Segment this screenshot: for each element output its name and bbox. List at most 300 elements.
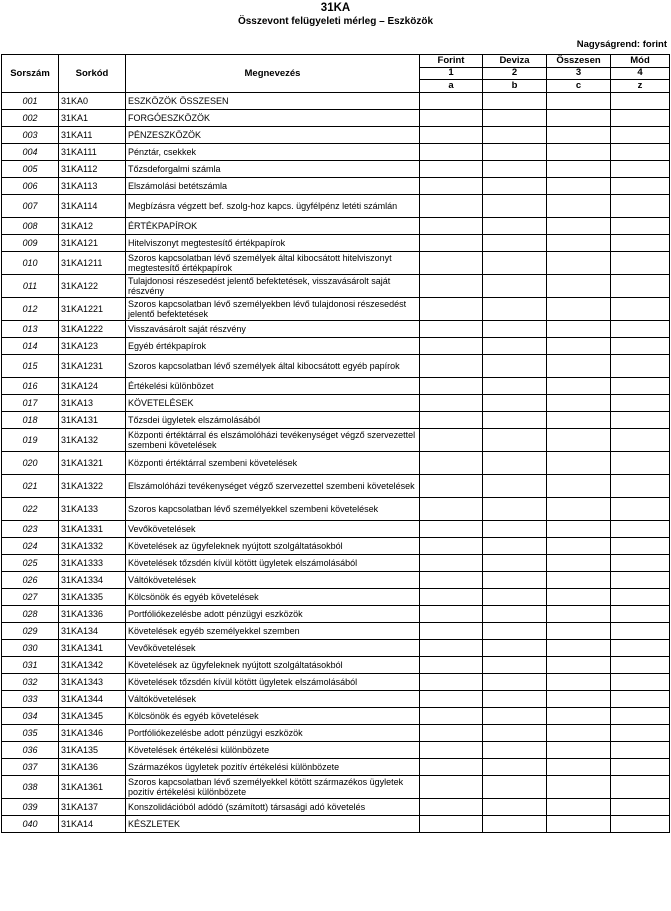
value-cell-osszesen[interactable] xyxy=(547,708,611,725)
table-row xyxy=(2,691,670,708)
value-cell-forint[interactable] xyxy=(420,657,483,674)
table-row xyxy=(2,674,670,691)
value-cell-deviza[interactable] xyxy=(483,708,547,725)
row-code: 31KA13 xyxy=(59,395,126,412)
row-name: Származékos ügyletek pozitív értékelési különbözete xyxy=(126,759,420,776)
value-cell-deviza[interactable] xyxy=(483,674,547,691)
table-row xyxy=(2,776,670,799)
header-osszesen: Összesen xyxy=(547,55,611,68)
table-row xyxy=(2,144,670,161)
row-code: 31KA122 xyxy=(59,275,126,298)
value-cell-deviza[interactable] xyxy=(483,572,547,589)
value-cell-forint[interactable] xyxy=(420,144,483,161)
row-name: Egyéb értékpapírok xyxy=(126,338,420,355)
value-cell-deviza[interactable] xyxy=(483,555,547,572)
value-cell-mod[interactable] xyxy=(611,657,670,674)
value-cell-deviza[interactable] xyxy=(483,429,547,452)
value-cell-deviza[interactable] xyxy=(483,144,547,161)
value-cell-osszesen[interactable] xyxy=(547,429,611,452)
row-code: 31KA131 xyxy=(59,412,126,429)
value-cell-deviza[interactable] xyxy=(483,538,547,555)
row-name: Szoros kapcsolatban lévő személyekben lévő tulajdonosi részesedést jelentő befektetések xyxy=(126,298,420,321)
value-cell-deviza[interactable] xyxy=(483,252,547,275)
value-cell-osszesen[interactable] xyxy=(547,355,611,378)
table-row xyxy=(2,657,670,674)
value-cell-forint[interactable] xyxy=(420,127,483,144)
value-cell-deviza[interactable] xyxy=(483,355,547,378)
value-cell-deviza[interactable] xyxy=(483,338,547,355)
row-name: Központi értéktárral és elszámolóházi tevékenységet végző szervezettel szembeni követelések xyxy=(126,429,420,452)
value-cell-forint[interactable] xyxy=(420,355,483,378)
value-cell-osszesen[interactable] xyxy=(547,674,611,691)
row-code: 31KA133 xyxy=(59,498,126,521)
row-code: 31KA114 xyxy=(59,195,126,218)
value-cell-forint[interactable] xyxy=(420,742,483,759)
row-number: 032 xyxy=(2,674,59,691)
table-row xyxy=(2,321,670,338)
value-cell-osszesen[interactable] xyxy=(547,589,611,606)
value-cell-forint[interactable] xyxy=(420,235,483,252)
value-cell-mod[interactable] xyxy=(611,321,670,338)
value-cell-forint[interactable] xyxy=(420,589,483,606)
value-cell-forint[interactable] xyxy=(420,252,483,275)
row-code: 31KA11 xyxy=(59,127,126,144)
row-number: 025 xyxy=(2,555,59,572)
table-row xyxy=(2,218,670,235)
row-number: 010 xyxy=(2,252,59,275)
value-cell-mod[interactable] xyxy=(611,475,670,498)
value-cell-mod[interactable] xyxy=(611,144,670,161)
row-code: 31KA123 xyxy=(59,338,126,355)
value-cell-mod[interactable] xyxy=(611,178,670,195)
header-num-4: 4 xyxy=(611,67,670,80)
value-cell-mod[interactable] xyxy=(611,218,670,235)
table-row xyxy=(2,178,670,195)
value-cell-mod[interactable] xyxy=(611,691,670,708)
header-mod: Mód xyxy=(611,55,670,68)
value-cell-forint[interactable] xyxy=(420,708,483,725)
value-cell-osszesen[interactable] xyxy=(547,776,611,799)
value-cell-mod[interactable] xyxy=(611,235,670,252)
value-cell-osszesen[interactable] xyxy=(547,742,611,759)
table-row xyxy=(2,606,670,623)
value-cell-deviza[interactable] xyxy=(483,623,547,640)
value-cell-osszesen[interactable] xyxy=(547,816,611,833)
value-cell-forint[interactable] xyxy=(420,776,483,799)
row-code: 31KA1331 xyxy=(59,521,126,538)
row-name: Követelések tőzsdén kívül kötött ügyletek elszámolásából xyxy=(126,674,420,691)
row-code: 31KA1336 xyxy=(59,606,126,623)
row-number: 036 xyxy=(2,742,59,759)
row-name: FORGÓESZKÖZÖK xyxy=(126,110,420,127)
row-code: 31KA113 xyxy=(59,178,126,195)
row-number: 027 xyxy=(2,589,59,606)
row-number: 001 xyxy=(2,93,59,110)
value-cell-osszesen[interactable] xyxy=(547,178,611,195)
value-cell-mod[interactable] xyxy=(611,452,670,475)
row-name: Visszavásárolt saját részvény xyxy=(126,321,420,338)
value-cell-deviza[interactable] xyxy=(483,691,547,708)
row-code: 31KA1346 xyxy=(59,725,126,742)
value-cell-forint[interactable] xyxy=(420,218,483,235)
value-cell-forint[interactable] xyxy=(420,475,483,498)
value-cell-deviza[interactable] xyxy=(483,195,547,218)
value-cell-deviza[interactable] xyxy=(483,742,547,759)
value-cell-deviza[interactable] xyxy=(483,161,547,178)
value-cell-osszesen[interactable] xyxy=(547,161,611,178)
value-cell-osszesen[interactable] xyxy=(547,338,611,355)
value-cell-deviza[interactable] xyxy=(483,275,547,298)
value-cell-deviza[interactable] xyxy=(483,759,547,776)
value-cell-deviza[interactable] xyxy=(483,395,547,412)
value-cell-deviza[interactable] xyxy=(483,816,547,833)
row-name: Hitelviszonyt megtestesítő értékpapírok xyxy=(126,235,420,252)
value-cell-forint[interactable] xyxy=(420,195,483,218)
value-cell-deviza[interactable] xyxy=(483,475,547,498)
value-cell-deviza[interactable] xyxy=(483,110,547,127)
value-cell-deviza[interactable] xyxy=(483,452,547,475)
row-number: 024 xyxy=(2,538,59,555)
table-row xyxy=(2,759,670,776)
value-cell-deviza[interactable] xyxy=(483,321,547,338)
value-cell-mod[interactable] xyxy=(611,161,670,178)
row-name: Tőzsdeforgalmi számla xyxy=(126,161,420,178)
value-cell-forint[interactable] xyxy=(420,275,483,298)
value-cell-osszesen[interactable] xyxy=(547,395,611,412)
row-number: 019 xyxy=(2,429,59,452)
value-cell-osszesen[interactable] xyxy=(547,521,611,538)
value-cell-osszesen[interactable] xyxy=(547,725,611,742)
value-cell-osszesen[interactable] xyxy=(547,218,611,235)
row-name: Szoros kapcsolatban lévő személyek által kibocsátott egyéb papírok xyxy=(126,355,420,378)
value-cell-mod[interactable] xyxy=(611,538,670,555)
value-cell-forint[interactable] xyxy=(420,572,483,589)
value-cell-osszesen[interactable] xyxy=(547,321,611,338)
value-cell-mod[interactable] xyxy=(611,572,670,589)
value-cell-deviza[interactable] xyxy=(483,657,547,674)
row-name: Követelések értékelési különbözete xyxy=(126,742,420,759)
value-cell-osszesen[interactable] xyxy=(547,799,611,816)
value-cell-forint[interactable] xyxy=(420,110,483,127)
value-cell-deviza[interactable] xyxy=(483,235,547,252)
table-row xyxy=(2,475,670,498)
value-cell-forint[interactable] xyxy=(420,429,483,452)
header-num-2: 2 xyxy=(483,67,547,80)
value-cell-forint[interactable] xyxy=(420,298,483,321)
value-cell-forint[interactable] xyxy=(420,412,483,429)
value-cell-osszesen[interactable] xyxy=(547,691,611,708)
value-cell-deviza[interactable] xyxy=(483,298,547,321)
value-cell-osszesen[interactable] xyxy=(547,475,611,498)
value-cell-mod[interactable] xyxy=(611,252,670,275)
value-cell-mod[interactable] xyxy=(611,378,670,395)
value-cell-deviza[interactable] xyxy=(483,127,547,144)
row-name: KÖVETELÉSEK xyxy=(126,395,420,412)
row-name: PÉNZESZKÖZÖK xyxy=(126,127,420,144)
table-row xyxy=(2,298,670,321)
row-code: 31KA124 xyxy=(59,378,126,395)
row-code: 31KA0 xyxy=(59,93,126,110)
row-number: 037 xyxy=(2,759,59,776)
value-cell-mod[interactable] xyxy=(611,298,670,321)
row-number: 038 xyxy=(2,776,59,799)
header-letter-z: z xyxy=(611,80,670,93)
value-cell-osszesen[interactable] xyxy=(547,538,611,555)
row-code: 31KA1222 xyxy=(59,321,126,338)
value-cell-mod[interactable] xyxy=(611,110,670,127)
row-number: 034 xyxy=(2,708,59,725)
value-cell-osszesen[interactable] xyxy=(547,606,611,623)
value-cell-forint[interactable] xyxy=(420,378,483,395)
value-cell-mod[interactable] xyxy=(611,742,670,759)
value-cell-mod[interactable] xyxy=(611,355,670,378)
value-cell-osszesen[interactable] xyxy=(547,195,611,218)
table-row xyxy=(2,412,670,429)
value-cell-mod[interactable] xyxy=(611,275,670,298)
header-letter-b: b xyxy=(483,80,547,93)
table-row xyxy=(2,623,670,640)
row-name: ESZKÖZÖK ÖSSZESEN xyxy=(126,93,420,110)
value-cell-mod[interactable] xyxy=(611,338,670,355)
row-name: Vevőkövetelések xyxy=(126,521,420,538)
value-cell-mod[interactable] xyxy=(611,93,670,110)
table-row xyxy=(2,110,670,127)
row-name: Pénztár, csekkek xyxy=(126,144,420,161)
value-cell-osszesen[interactable] xyxy=(547,252,611,275)
row-name: Követelések az ügyfeleknek nyújtott szolgáltatásokból xyxy=(126,657,420,674)
value-cell-deviza[interactable] xyxy=(483,93,547,110)
row-number: 035 xyxy=(2,725,59,742)
value-cell-mod[interactable] xyxy=(611,127,670,144)
row-code: 31KA132 xyxy=(59,429,126,452)
value-cell-mod[interactable] xyxy=(611,725,670,742)
value-cell-osszesen[interactable] xyxy=(547,298,611,321)
value-cell-forint[interactable] xyxy=(420,161,483,178)
value-cell-mod[interactable] xyxy=(611,776,670,799)
table-row xyxy=(2,235,670,252)
row-number: 006 xyxy=(2,178,59,195)
row-number: 007 xyxy=(2,195,59,218)
table-row xyxy=(2,498,670,521)
row-number: 012 xyxy=(2,298,59,321)
row-code: 31KA12 xyxy=(59,218,126,235)
value-cell-forint[interactable] xyxy=(420,816,483,833)
value-cell-forint[interactable] xyxy=(420,452,483,475)
value-cell-forint[interactable] xyxy=(420,178,483,195)
row-code: 31KA1361 xyxy=(59,776,126,799)
row-name: Elszámolási betétszámla xyxy=(126,178,420,195)
row-code: 31KA1335 xyxy=(59,589,126,606)
row-code: 31KA136 xyxy=(59,759,126,776)
row-name: Váltókövetelések xyxy=(126,572,420,589)
value-cell-forint[interactable] xyxy=(420,395,483,412)
value-cell-forint[interactable] xyxy=(420,725,483,742)
value-cell-forint[interactable] xyxy=(420,691,483,708)
value-cell-deviza[interactable] xyxy=(483,498,547,521)
value-cell-mod[interactable] xyxy=(611,521,670,538)
value-cell-mod[interactable] xyxy=(611,606,670,623)
value-cell-mod[interactable] xyxy=(611,555,670,572)
row-code: 31KA1333 xyxy=(59,555,126,572)
value-cell-osszesen[interactable] xyxy=(547,640,611,657)
row-code: 31KA14 xyxy=(59,816,126,833)
row-number: 031 xyxy=(2,657,59,674)
row-number: 023 xyxy=(2,521,59,538)
value-cell-osszesen[interactable] xyxy=(547,623,611,640)
value-cell-mod[interactable] xyxy=(611,412,670,429)
value-cell-mod[interactable] xyxy=(611,640,670,657)
table-row xyxy=(2,275,670,298)
row-code: 31KA1221 xyxy=(59,298,126,321)
value-cell-osszesen[interactable] xyxy=(547,127,611,144)
value-cell-deviza[interactable] xyxy=(483,218,547,235)
value-cell-deviza[interactable] xyxy=(483,776,547,799)
value-cell-mod[interactable] xyxy=(611,498,670,521)
value-cell-forint[interactable] xyxy=(420,498,483,521)
value-cell-deviza[interactable] xyxy=(483,521,547,538)
value-cell-mod[interactable] xyxy=(611,816,670,833)
table-row xyxy=(2,572,670,589)
header-deviza: Deviza xyxy=(483,55,547,68)
value-cell-forint[interactable] xyxy=(420,338,483,355)
table-row xyxy=(2,355,670,378)
row-number: 009 xyxy=(2,235,59,252)
table-row xyxy=(2,555,670,572)
table-row xyxy=(2,252,670,275)
header-letter-a: a xyxy=(420,80,483,93)
row-name: Portfóliókezelésbe adott pénzügyi eszközök xyxy=(126,725,420,742)
value-cell-mod[interactable] xyxy=(611,799,670,816)
value-cell-deviza[interactable] xyxy=(483,799,547,816)
table-row xyxy=(2,452,670,475)
row-number: 004 xyxy=(2,144,59,161)
value-cell-mod[interactable] xyxy=(611,674,670,691)
row-code: 31KA1344 xyxy=(59,691,126,708)
row-code: 31KA112 xyxy=(59,161,126,178)
value-cell-osszesen[interactable] xyxy=(547,275,611,298)
row-number: 017 xyxy=(2,395,59,412)
value-cell-forint[interactable] xyxy=(420,623,483,640)
row-number: 018 xyxy=(2,412,59,429)
row-code: 31KA134 xyxy=(59,623,126,640)
row-name: Vevőkövetelések xyxy=(126,640,420,657)
row-code: 31KA137 xyxy=(59,799,126,816)
row-name: Szoros kapcsolatban lévő személyekkel szembeni követelések xyxy=(126,498,420,521)
value-cell-osszesen[interactable] xyxy=(547,378,611,395)
value-cell-osszesen[interactable] xyxy=(547,144,611,161)
value-cell-mod[interactable] xyxy=(611,589,670,606)
value-cell-deviza[interactable] xyxy=(483,725,547,742)
row-name: Tőzsdei ügyletek elszámolásából xyxy=(126,412,420,429)
table-body xyxy=(2,93,670,833)
value-cell-forint[interactable] xyxy=(420,606,483,623)
value-cell-osszesen[interactable] xyxy=(547,110,611,127)
row-number: 022 xyxy=(2,498,59,521)
value-cell-forint[interactable] xyxy=(420,799,483,816)
value-cell-osszesen[interactable] xyxy=(547,657,611,674)
row-code: 31KA1322 xyxy=(59,475,126,498)
value-cell-deviza[interactable] xyxy=(483,606,547,623)
row-number: 029 xyxy=(2,623,59,640)
table-row xyxy=(2,708,670,725)
value-cell-forint[interactable] xyxy=(420,759,483,776)
value-cell-forint[interactable] xyxy=(420,321,483,338)
value-cell-mod[interactable] xyxy=(611,759,670,776)
value-cell-deviza[interactable] xyxy=(483,378,547,395)
row-number: 040 xyxy=(2,816,59,833)
row-code: 31KA1341 xyxy=(59,640,126,657)
value-cell-forint[interactable] xyxy=(420,640,483,657)
row-number: 011 xyxy=(2,275,59,298)
table-row xyxy=(2,640,670,657)
row-number: 013 xyxy=(2,321,59,338)
row-number: 014 xyxy=(2,338,59,355)
row-name: Értékelési különbözet xyxy=(126,378,420,395)
row-code: 31KA121 xyxy=(59,235,126,252)
header-num-3: 3 xyxy=(547,67,611,80)
value-cell-mod[interactable] xyxy=(611,429,670,452)
value-cell-osszesen[interactable] xyxy=(547,235,611,252)
row-code: 31KA1211 xyxy=(59,252,126,275)
value-cell-deviza[interactable] xyxy=(483,640,547,657)
table-row xyxy=(2,521,670,538)
row-code: 31KA1321 xyxy=(59,452,126,475)
value-cell-mod[interactable] xyxy=(611,708,670,725)
row-code: 31KA1342 xyxy=(59,657,126,674)
header-sorkod: Sorkód xyxy=(59,55,126,93)
value-cell-deviza[interactable] xyxy=(483,589,547,606)
value-cell-forint[interactable] xyxy=(420,521,483,538)
value-cell-deviza[interactable] xyxy=(483,412,547,429)
value-cell-deviza[interactable] xyxy=(483,178,547,195)
value-cell-osszesen[interactable] xyxy=(547,572,611,589)
row-name: Elszámolóházi tevékenységet végző szervezettel szembeni követelések xyxy=(126,475,420,498)
row-name: Követelések egyéb személyekkel szemben xyxy=(126,623,420,640)
row-number: 008 xyxy=(2,218,59,235)
value-cell-forint[interactable] xyxy=(420,538,483,555)
row-code: 31KA111 xyxy=(59,144,126,161)
value-cell-osszesen[interactable] xyxy=(547,555,611,572)
table-row xyxy=(2,725,670,742)
value-cell-mod[interactable] xyxy=(611,395,670,412)
value-cell-osszesen[interactable] xyxy=(547,93,611,110)
value-cell-forint[interactable] xyxy=(420,674,483,691)
report-subtitle: Összevont felügyeleti mérleg – Eszközök xyxy=(237,16,434,27)
row-code: 31KA1334 xyxy=(59,572,126,589)
row-code: 31KA1 xyxy=(59,110,126,127)
table-row xyxy=(2,589,670,606)
value-cell-osszesen[interactable] xyxy=(547,412,611,429)
value-cell-osszesen[interactable] xyxy=(547,498,611,521)
report-title: 31KA xyxy=(320,2,351,14)
value-cell-mod[interactable] xyxy=(611,623,670,640)
row-name: Váltókövetelések xyxy=(126,691,420,708)
table-row xyxy=(2,429,670,452)
row-number: 026 xyxy=(2,572,59,589)
table-row xyxy=(2,799,670,816)
row-number: 039 xyxy=(2,799,59,816)
value-cell-forint[interactable] xyxy=(420,93,483,110)
header-num-1: 1 xyxy=(420,67,483,80)
header-forint: Forint xyxy=(420,55,483,68)
table-row xyxy=(2,538,670,555)
value-cell-mod[interactable] xyxy=(611,195,670,218)
value-cell-forint[interactable] xyxy=(420,555,483,572)
value-cell-osszesen[interactable] xyxy=(547,452,611,475)
value-cell-osszesen[interactable] xyxy=(547,759,611,776)
row-name: Követelések tőzsdén kívül kötött ügyletek elszámolásából xyxy=(126,555,420,572)
row-name: KÉSZLETEK xyxy=(126,816,420,833)
